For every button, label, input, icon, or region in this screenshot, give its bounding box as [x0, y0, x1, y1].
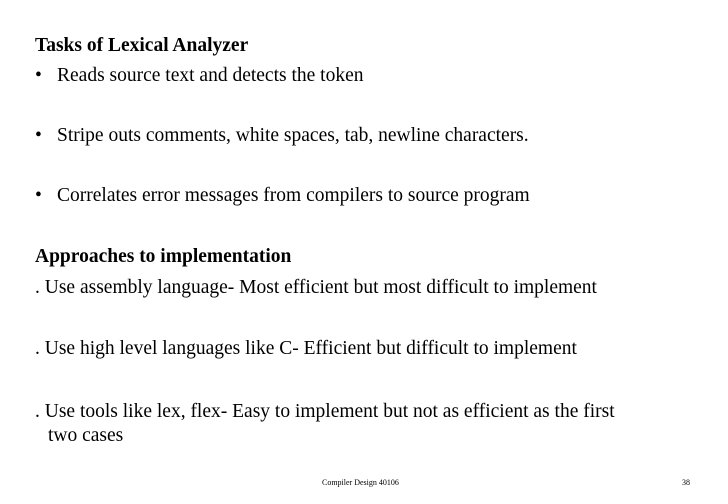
bullet-text: Reads source text and detects the token — [57, 65, 364, 86]
tasks-heading: Tasks of Lexical Analyzer — [35, 35, 249, 56]
bullet-item — [35, 64, 363, 88]
approach-item-continuation: two cases — [48, 425, 124, 446]
bullet-icon: • — [35, 185, 42, 206]
bullet-item — [35, 124, 529, 148]
bullet-text: Stripe outs comments, white spaces, tab, newline characters. — [57, 125, 529, 146]
bullet-icon: • — [35, 125, 42, 146]
footer-page-number: 38 — [682, 478, 690, 487]
bullet-item — [35, 184, 530, 208]
approach-item: . Use high level languages like C- Efficient but difficult to implement — [35, 338, 577, 359]
footer-course: Compiler Design 40106 — [322, 478, 399, 487]
approach-item: . Use assembly language- Most efficient but most difficult to implement — [35, 277, 597, 298]
bullet-icon: • — [35, 65, 42, 86]
bullet-text: Correlates error messages from compilers to source program — [57, 185, 530, 206]
approach-item: . Use tools like lex, flex- Easy to implement but not as efficient as the first — [35, 401, 615, 422]
approaches-heading: Approaches to implementation — [35, 246, 292, 267]
